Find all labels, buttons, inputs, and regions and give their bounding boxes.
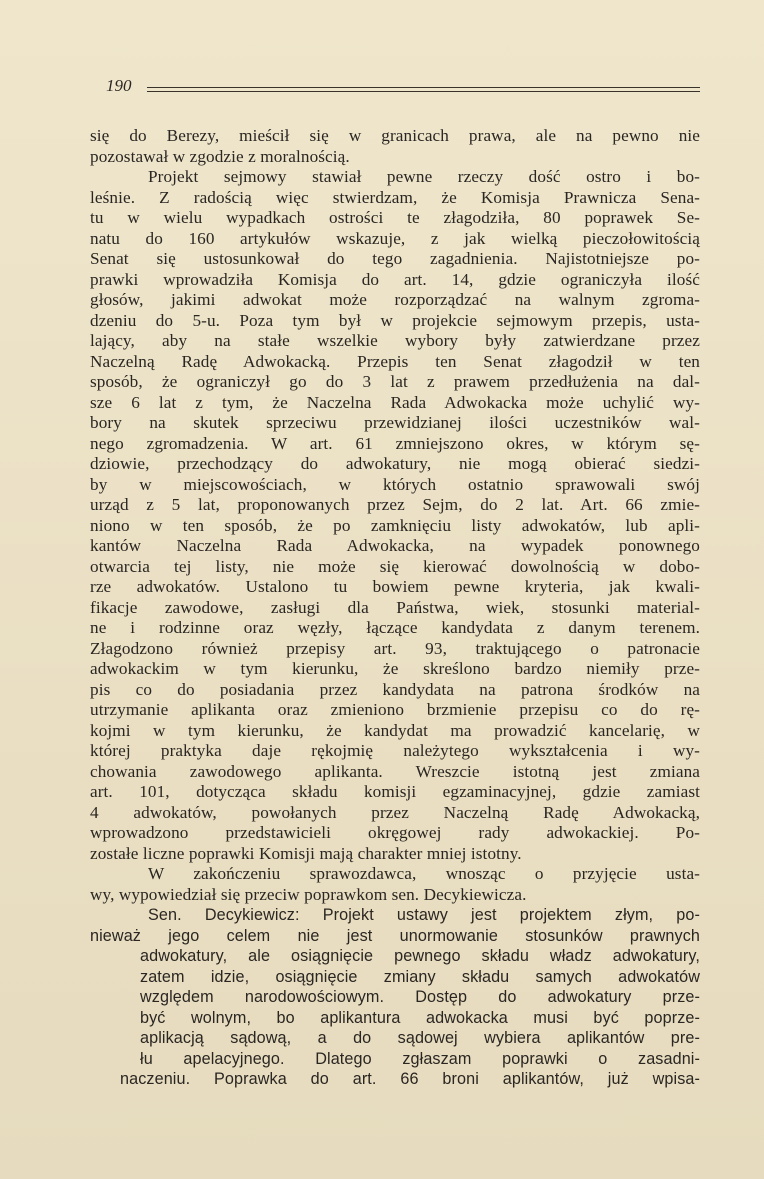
text-line: być wolnym, bo aplikantura adwokacka musi być poprze- [140,1008,700,1027]
text-line: W zakończeniu sprawozdawca, wnosząc o przyjęcie usta- [148,864,700,883]
text-line: adwokatury, ale osiągnięcie pewnego składu władz adwokatury, [140,947,700,965]
text-line: ne i rodzinne oraz węzły, łączące kandydata z danym terenem. [90,618,700,637]
text-line: której praktyka daje rękojmię należytego wykształcenia i wy- [90,741,700,760]
text-line: leśnie. Z radością więc stwierdzam, że Komisja Prawnicza Sena- [90,187,700,207]
text-line: naczeniu. Poprawka do art. 66 broni aplikantów, już wpisa- [120,1070,700,1088]
text-line: tu w wielu wypadkach ostrości te złagodziła, 80 poprawek Se- [90,208,700,227]
text-line: otwarcia tej listy, nie może się kierować dowolnością w dobo- [90,556,700,576]
header-rule [147,87,700,92]
text-line: niono w ten sposób, że po zamknięciu listy adwokatów, lub apli- [90,515,700,535]
text-line: zatem idzie, osiągnięcie zmiany składu samych adwokatów [140,967,700,986]
text-line: się do Berezy, mieścił się w granicach prawa, ale na pewno nie [90,126,700,145]
text-line: dziowie, przechodzący do adwokatury, nie mogą obierać siedzi- [90,454,700,473]
text-line: wy, wypowiedział się przeciw poprawkom sen. Decykiewicza. [90,884,527,904]
text-line: głosów, jakimi adwokat może rozporządzać na walnym zgroma- [90,290,700,309]
text-line: kojmi w tym kierunku, że kandydat ma prowadzić kancelarię, w [90,720,700,740]
text-line: sposób, że ograniczył go do 3 lat z prawem przedłużenia na dal- [90,372,700,391]
body-text [90,126,700,1090]
text-line: art. 101, dotycząca składu komisji egzaminacyjnej, gdzie zamiast [90,782,700,801]
text-line: nieważ jego celem nie jest unormowanie stosunków prawnych [90,926,700,945]
text-line: fikacje zawodowe, zasługi dla Państwa, wiek, stosunki material- [90,597,700,617]
text-line: bory na skutek sprzeciwu przewidzianej ilości uczestników wal- [90,413,700,432]
page-number: 190 [106,76,132,95]
text-line: by w miejscowościach, w których ostatnio sprawowali swój [90,474,700,494]
text-line: chowania zawodowego aplikanta. Wreszcie istotną jest zmiana [90,761,700,781]
text-line: Naczelną Radę Adwokacką. Przepis ten Senat złagodził w ten [90,351,700,371]
text-line: Sen. Decykiewicz: Projekt ustawy jest projektem złym, po- [148,906,700,924]
text-line: pis co do posiadania przez kandydata na patrona środków na [90,679,700,699]
text-line: pozostawał w zgodzie z moralnością. [90,146,350,166]
text-line: zostałe liczne poprawki Komisji mają charakter mniej istotny. [90,843,522,863]
text-line: Projekt sejmowy stawiał pewne rzeczy dość ostro i bo- [148,167,700,186]
text-line: 4 adwokatów, powołanych przez Naczelną Radę Adwokacką, [90,802,700,822]
text-line: nego zgromadzenia. W art. 61 zmniejszono okres, w którym sę- [90,433,700,453]
text-line: adwokackim w tym kierunku, że skreślono bardzo niemiły prze- [90,659,700,678]
text-line: Złagodzono również przepisy art. 93, traktującego o patronacie [90,638,700,658]
text-line: rze adwokatów. Ustalono tu bowiem pewne kryteria, jak kwali- [90,577,700,596]
text-line: sze 6 lat z tym, że Naczelna Rada Adwokacka może uchylić wy- [90,392,700,412]
text-line: natu do 160 artykułów wskazuje, z jak wielką pieczołowitością [90,228,700,248]
text-line: Senat się ustosunkował do tego zagadnienia. Najistotniejsze po- [90,249,700,268]
text-line: utrzymanie aplikanta oraz zmieniono brzmienie przepisu co do rę- [90,700,700,719]
text-line: łu apelacyjnego. Dlatego zgłaszam poprawki o zasadni- [140,1049,700,1068]
text-line: dzeniu do 5-u. Poza tym był w projekcie sejmowym przepis, usta- [90,310,700,330]
text-line: lający, aby na stałe wszelkie wybory były zatwierdzane przez [90,331,700,350]
text-line: kantów Naczelna Rada Adwokacka, na wypadek ponownego [90,536,700,555]
text-line: aplikacją sądową, a do sądowej wybiera aplikantów pre- [140,1029,700,1047]
text-line: urząd z 5 lat, proponowanych przez Sejm, do 2 lat. Art. 66 zmie- [90,495,700,514]
text-line: względem narodowościowym. Dostęp do adwokatury prze- [140,988,700,1006]
text-line: wprowadzono przedstawicieli okręgowej rady adwokackiej. Po- [90,823,700,842]
text-line: prawki wprowadziła Komisja do art. 14, gdzie ograniczyła ilość [90,269,700,289]
